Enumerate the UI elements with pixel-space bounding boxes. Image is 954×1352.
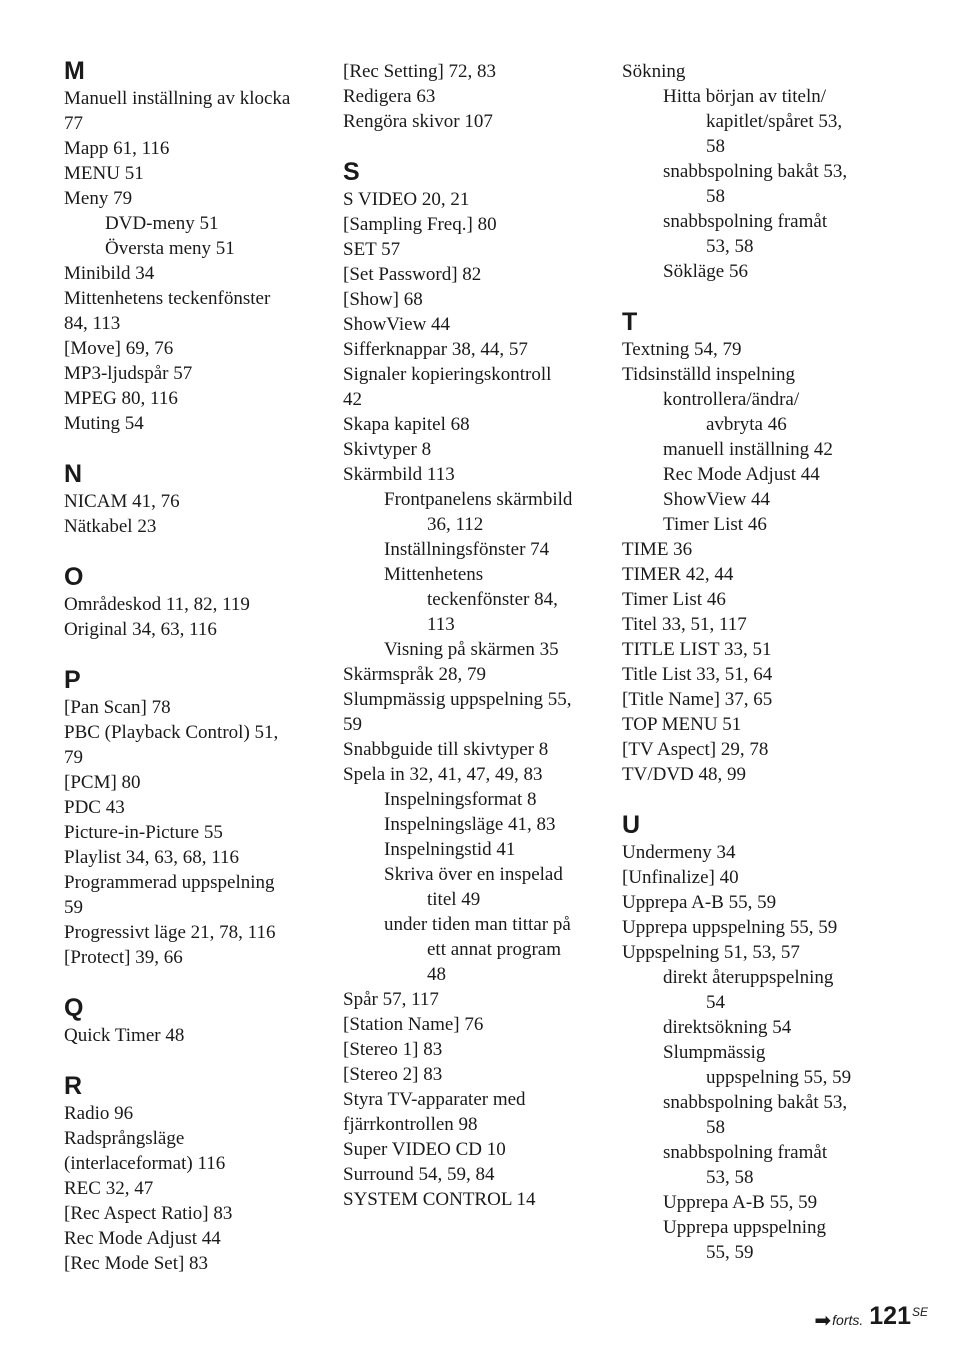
- index-entry: Super VIDEO CD 10: [343, 1139, 506, 1160]
- continued-label: forts.: [832, 1312, 864, 1328]
- section-letter-heading: M: [64, 57, 85, 85]
- index-entry: Radsprångsläge: [64, 1128, 185, 1149]
- section-letter-heading: P: [64, 666, 81, 694]
- index-entry: (interlaceformat) 116: [64, 1153, 226, 1174]
- index-entry: 79: [64, 747, 83, 768]
- index-subentry: teckenfönster 84,: [427, 589, 558, 610]
- index-section: [64, 1071, 326, 1276]
- index-subentry: Slumpmässig: [663, 1042, 766, 1063]
- index-section: [64, 56, 326, 436]
- index-subentry: Inspelningsformat 8: [384, 789, 537, 810]
- index-subentry: direktsökning 54: [663, 1017, 792, 1038]
- index-entry: Tidsinställd inspelning: [622, 364, 795, 385]
- index-subentry: 113: [427, 614, 455, 635]
- index-section: [64, 562, 326, 642]
- index-subentry: snabbspolning framåt: [663, 1142, 828, 1163]
- index-subentry: snabbspolning bakåt 53,: [663, 1092, 848, 1113]
- index-entry: SYSTEM CONTROL 14: [343, 1189, 536, 1210]
- index-subentry: Inspelningstid 41: [384, 839, 516, 860]
- index-entry: ShowView 44: [343, 314, 451, 335]
- index-subentry: snabbspolning framåt: [663, 211, 828, 232]
- index-entry: Sifferknappar 38, 44, 57: [343, 339, 528, 360]
- index-entry: Manuell inställning av klocka: [64, 88, 291, 109]
- index-entry: [TV Aspect] 29, 78: [622, 739, 769, 760]
- section-letter-heading: R: [64, 1072, 83, 1100]
- index-entry: Spår 57, 117: [343, 989, 439, 1010]
- index-subentry: manuell inställning 42: [663, 439, 833, 460]
- index-entry: Radio 96: [64, 1103, 134, 1124]
- index-entry: 77: [64, 113, 83, 134]
- index-entry: Upprepa uppspelning 55, 59: [622, 917, 838, 938]
- index-entry: [Rec Mode Set] 83: [64, 1253, 209, 1274]
- index-subentry: Frontpanelens skärmbild: [384, 489, 573, 510]
- index-entry: Spela in 32, 41, 47, 49, 83: [343, 764, 543, 785]
- index-entry: Picture-in-Picture 55: [64, 822, 223, 843]
- index-subentry: 54: [706, 992, 725, 1013]
- index-entry: Minibild 34: [64, 263, 155, 284]
- index-entry: MPEG 80, 116: [64, 388, 178, 409]
- index-entry: Skärmbild 113: [343, 464, 455, 485]
- index-column-2: [343, 56, 605, 1235]
- index-entry: SET 57: [343, 239, 401, 260]
- index-entry: Rengöra skivor 107: [343, 111, 493, 132]
- index-entry: TITLE LIST 33, 51: [622, 639, 772, 660]
- index-entry: TOP MENU 51: [622, 714, 742, 735]
- index-section: [64, 665, 326, 970]
- index-section: [343, 157, 605, 1212]
- index-entry: MENU 51: [64, 163, 144, 184]
- index-entry: Snabbguide till skivtyper 8: [343, 739, 549, 760]
- index-entry: S VIDEO 20, 21: [343, 189, 470, 210]
- index-section: [64, 993, 326, 1048]
- index-entry: Muting 54: [64, 413, 144, 434]
- index-subentry: Översta meny 51: [105, 238, 235, 259]
- index-subentry: Sökläge 56: [663, 261, 748, 282]
- index-entry: Uppspelning 51, 53, 57: [622, 942, 800, 963]
- index-subentry: snabbspolning bakåt 53,: [663, 161, 848, 182]
- index-column-1: [64, 56, 326, 1299]
- index-entry: Surround 54, 59, 84: [343, 1164, 495, 1185]
- index-subentry: kontrollera/ändra/: [663, 389, 800, 410]
- index-entry: fjärrkontrollen 98: [343, 1114, 478, 1135]
- index-section: [622, 59, 884, 284]
- index-entry: [Stereo 2] 83: [343, 1064, 443, 1085]
- index-entry: Timer List 46: [622, 589, 726, 610]
- index-entry: REC 32, 47: [64, 1178, 154, 1199]
- index-subentry: uppspelning 55, 59: [706, 1067, 852, 1088]
- index-entry: Original 34, 63, 116: [64, 619, 217, 640]
- index-section: [64, 459, 326, 539]
- index-subentry: 58: [706, 1117, 725, 1138]
- index-entry: [Show] 68: [343, 289, 423, 310]
- index-entry: Upprepa A-B 55, 59: [622, 892, 777, 913]
- index-entry: [PCM] 80: [64, 772, 141, 793]
- index-entry: Signaler kopieringskontroll: [343, 364, 552, 385]
- index-subentry: Rec Mode Adjust 44: [663, 464, 820, 485]
- index-entry: TV/DVD 48, 99: [622, 764, 747, 785]
- index-entry: [Title Name] 37, 65: [622, 689, 773, 710]
- index-column-3: [622, 56, 884, 1288]
- index-subentry: 58: [706, 136, 725, 157]
- index-entry: Mapp 61, 116: [64, 138, 170, 159]
- index-entry: [Unfinalize] 40: [622, 867, 739, 888]
- index-section: [343, 59, 605, 134]
- index-entry: [Move] 69, 76: [64, 338, 174, 359]
- index-entry: Skärmspråk 28, 79: [343, 664, 487, 685]
- index-subentry: Upprepa uppspelning: [663, 1217, 827, 1238]
- index-entry: PDC 43: [64, 797, 125, 818]
- index-entry: 59: [343, 714, 362, 735]
- index-subentry: 55, 59: [706, 1242, 754, 1263]
- index-entry: MP3-ljudspår 57: [64, 363, 193, 384]
- index-entry: Redigera 63: [343, 86, 436, 107]
- index-entry: Textning 54, 79: [622, 339, 742, 360]
- index-entry: Meny 79: [64, 188, 133, 209]
- index-entry: TIME 36: [622, 539, 693, 560]
- index-entry: Skapa kapitel 68: [343, 414, 470, 435]
- index-entry: [Sampling Freq.] 80: [343, 214, 497, 235]
- index-entry: 84, 113: [64, 313, 121, 334]
- index-subentry: DVD-meny 51: [105, 213, 219, 234]
- index-section: [622, 307, 884, 787]
- section-letter-heading: S: [343, 158, 360, 186]
- page-number: 121: [869, 1302, 911, 1330]
- index-entry: [Pan Scan] 78: [64, 697, 171, 718]
- page-footer: [814, 1298, 928, 1330]
- section-letter-heading: T: [622, 308, 638, 336]
- index-entry: Progressivt läge 21, 78, 116: [64, 922, 276, 943]
- index-entry: [Station Name] 76: [343, 1014, 484, 1035]
- index-entry: [Rec Aspect Ratio] 83: [64, 1203, 233, 1224]
- language-suffix: SE: [911, 1305, 928, 1319]
- index-entry: Quick Timer 48: [64, 1025, 185, 1046]
- index-subentry: Skriva över en inspelad: [384, 864, 563, 885]
- index-subentry: Inställningsfönster 74: [384, 539, 550, 560]
- index-entry: [Protect] 39, 66: [64, 947, 183, 968]
- section-letter-heading: U: [622, 811, 641, 839]
- section-letter-heading: Q: [64, 994, 84, 1022]
- index-entry: Undermeny 34: [622, 842, 736, 863]
- index-entry: Titel 33, 51, 117: [622, 614, 747, 635]
- index-entry: Områdeskod 11, 82, 119: [64, 594, 250, 615]
- index-entry: 42: [343, 389, 362, 410]
- index-subentry: 36, 112: [427, 514, 484, 535]
- index-entry: Title List 33, 51, 64: [622, 664, 773, 685]
- index-entry: Mittenhetens teckenfönster: [64, 288, 271, 309]
- index-entry: Nätkabel 23: [64, 516, 157, 537]
- index-subentry: Timer List 46: [663, 514, 767, 535]
- index-section: [622, 810, 884, 1265]
- index-entry: 59: [64, 897, 83, 918]
- index-subentry: direkt återuppspelning: [663, 967, 834, 988]
- index-subentry: 48: [427, 964, 446, 985]
- index-subentry: Upprepa A-B 55, 59: [663, 1192, 818, 1213]
- index-subentry: under tiden man tittar på: [384, 914, 571, 935]
- index-entry: NICAM 41, 76: [64, 491, 180, 512]
- index-subentry: 58: [706, 186, 725, 207]
- right-arrow-icon: ➡: [814, 1308, 832, 1332]
- index-entry: Programmerad uppspelning: [64, 872, 275, 893]
- index-entry: Sökning: [622, 61, 686, 82]
- index-entry: Playlist 34, 63, 68, 116: [64, 847, 240, 868]
- index-subentry: Hitta början av titeln/: [663, 86, 827, 107]
- index-subentry: 53, 58: [706, 236, 754, 257]
- index-entry: TIMER 42, 44: [622, 564, 734, 585]
- index-entry: [Stereo 1] 83: [343, 1039, 443, 1060]
- index-subentry: ett annat program: [427, 939, 562, 960]
- index-subentry: Mittenhetens: [384, 564, 484, 585]
- index-subentry: ShowView 44: [663, 489, 771, 510]
- index-entry: Slumpmässig uppspelning 55,: [343, 689, 572, 710]
- section-letter-heading: O: [64, 563, 84, 591]
- index-subentry: Visning på skärmen 35: [384, 639, 559, 660]
- index-subentry: avbryta 46: [706, 414, 787, 435]
- index-entry: [Rec Setting] 72, 83: [343, 61, 497, 82]
- index-entry: Skivtyper 8: [343, 439, 432, 460]
- index-entry: Styra TV-apparater med: [343, 1089, 526, 1110]
- index-subentry: Inspelningsläge 41, 83: [384, 814, 556, 835]
- section-letter-heading: N: [64, 460, 83, 488]
- index-subentry: titel 49: [427, 889, 481, 910]
- index-subentry: kapitlet/spåret 53,: [706, 111, 843, 132]
- index-entry: PBC (Playback Control) 51,: [64, 722, 279, 743]
- index-entry: Rec Mode Adjust 44: [64, 1228, 221, 1249]
- index-entry: [Set Password] 82: [343, 264, 482, 285]
- index-subentry: 53, 58: [706, 1167, 754, 1188]
